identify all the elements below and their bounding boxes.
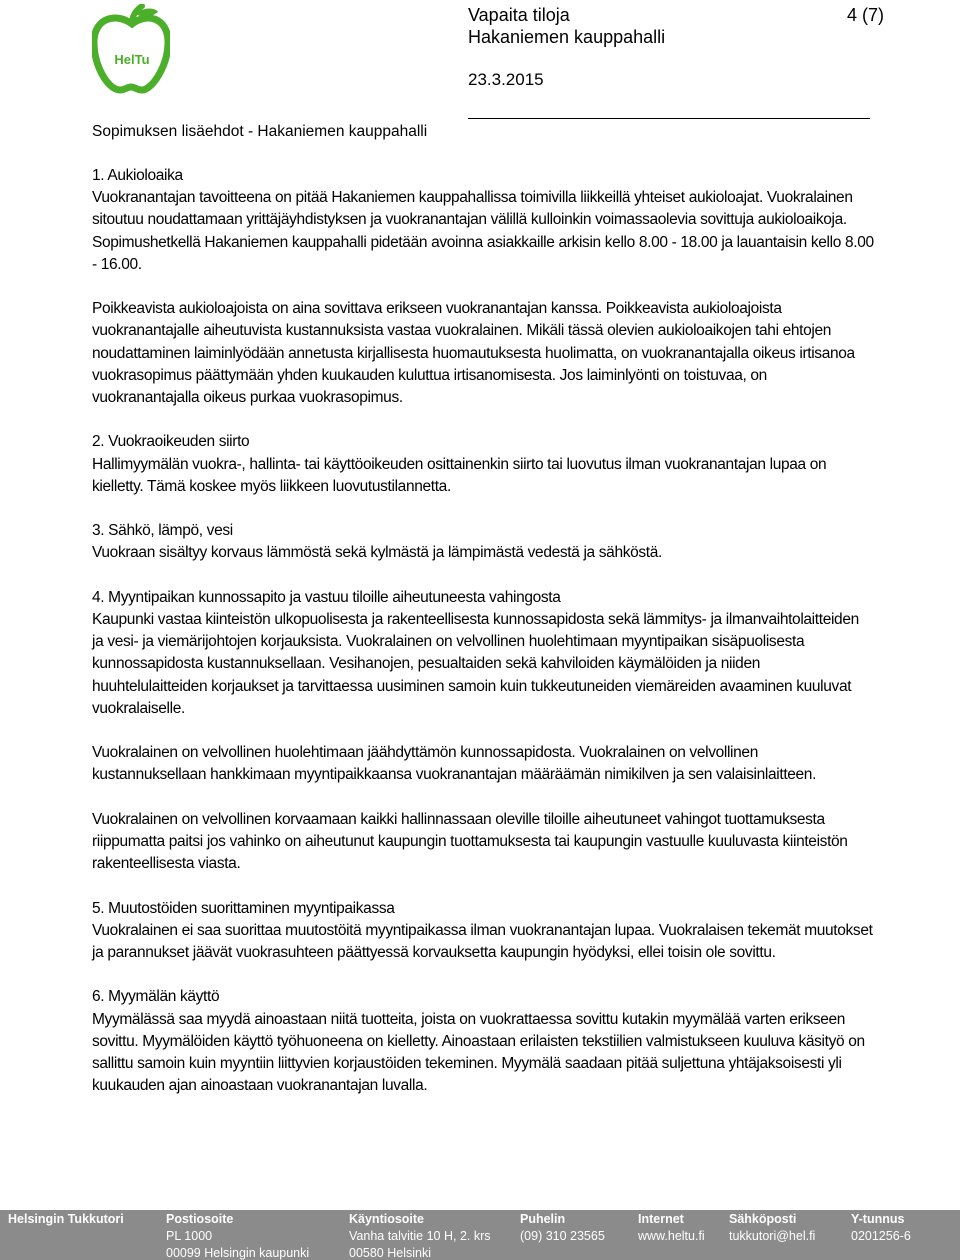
footer-internet-link[interactable]: www.heltu.fi (638, 1229, 705, 1243)
section-heading: 1. Aukioloaika (92, 167, 183, 184)
logo-text: HelTu (114, 52, 150, 67)
header-date: 23.3.2015 (468, 70, 544, 89)
footer-business-id-value: 0201256-6 (851, 1229, 911, 1243)
footer-visit (349, 1210, 491, 1260)
footer-business-id (851, 1210, 911, 1245)
footer-phone-value: (09) 310 23565 (520, 1229, 605, 1243)
footer-visit-label: Käyntiosoite (349, 1212, 425, 1226)
document-title: Sopimuksen lisäehdot - Hakaniemen kauppahalli (92, 123, 428, 140)
heltu-logo (92, 4, 170, 96)
footer-business-id-label: Y-tunnus (851, 1212, 905, 1226)
section-paragraph: Hallimyymälän vuokra-, hallinta- tai käyttöoikeuden osittainenkin siirto tai luovutus ilman vuokranantajan lupaa on kielletty. Tämä koskee myös liikkeen luovutustilannetta. (92, 455, 827, 495)
footer-internet (638, 1210, 705, 1245)
footer-email (729, 1210, 815, 1245)
footer-org (8, 1210, 124, 1228)
section-heading: 3. Sähkö, lämpö, vesi (92, 522, 233, 540)
footer-visit-line1: Vanha talvitie 10 H, 2. krs (349, 1229, 491, 1243)
page-number: 4 (7) (846, 5, 884, 25)
section-paragraph: Vuokraan sisältyy korvaus lämmöstä sekä kylmästä ja lämpimästä vedestä ja sähköstä. (92, 544, 662, 562)
footer-postal-line1: PL 1000 (166, 1229, 213, 1243)
footer-phone-label: Puhelin (520, 1212, 566, 1226)
footer-org-name: Helsingin Tukkutori (8, 1212, 124, 1226)
section-paragraph: Vuokralainen on velvollinen huolehtimaan jäähdyttämön kunnossapidosta. Vuokralainen on velvollinen kustannuksellaan hankkimaan myyntipaikkaansa vuokranantajan määräämän nimikilven ja sen valaisinlaitteen. (92, 744, 817, 784)
footer-phone (520, 1210, 605, 1245)
section-paragraph: Vuokranantajan tavoitteena on pitää Hakaniemen kauppahallissa toimivilla liikkeillä yhteiset aukioloajat. Vuokralainen sitoutuu noudattamaan yrittäjäyhdistyksen ja vuokranantajan välillä kulloinkin voimassaolevia sovittuja aukioloaikoja. Sopimushetkellä Hakaniemen kauppahalli pidetään avoinna asiakkaille arkisin kello 8.00 - 18.00 ja lauantaisin kello 8.00 - 16.00. (92, 189, 874, 273)
section-paragraph: Vuokralainen ei saa suorittaa muutostöitä myyntipaikassa ilman vuokranantajan lupaa. Vuokralaisen tekemät muutokset ja parannukset jäävät vuokrasuhteen päättyessä korvauksetta kaupungin hyödyksi, ellei toisin ole sovittu. (92, 921, 873, 961)
header-divider (468, 118, 870, 119)
document-body (92, 165, 874, 1120)
footer-internet-label: Internet (638, 1212, 684, 1226)
footer-postal (166, 1210, 309, 1260)
section-heading: 6. Myymälän käyttö (92, 988, 220, 1006)
section-paragraph: Kaupunki vastaa kiinteistön ulkopuolisesta ja rakenteellisesta kunnossapidosta sekä lämmitys- ja ilmanvaihtolaitteiden ja vesi- ja viemärijohtojen korjauksista. Vuokralainen on velvollinen huolehtimaan myyntipaikan sisäpuolisesta kunnossapidosta kustannuksellaan. Vesihanojen, pesualtaiden sekä kahviloiden käymälöiden ja niiden huuhtelulaitteiden korjaukset ja tarvittaessa uusiminen samoin kuin tukkeutuneiden viemäreiden avaaminen kuuluvat vuokralaiselle. (92, 611, 859, 717)
footer-visit-line2: 00580 Helsinki (349, 1246, 431, 1260)
section-paragraph: Poikkeavista aukioloajoista on aina sovittava erikseen vuokranantajan kanssa. Poikkeavista aukioloajoista vuokranantajalle aiheutuvista kustannuksista vastaa vuokralainen. Mikäli tässä olevien aukioloaikojen tahi ehtojen noudattaminen laiminlyödään annetusta kirjallisesta huomautuksesta huolimatta, on vuokranantajalla oikeus irtisanoa vuokrasopimus päättymään yhden kuukauden kuluttua irtisanomisesta. Jos laiminlyönti on toistuvaa, on vuokranantajalla oikeus purkaa vuokrasopimus. (92, 300, 855, 407)
footer-email-label: Sähköposti (729, 1212, 797, 1226)
section-paragraph: Myymälässä saa myydä ainoastaan niitä tuotteita, joista on vuokrattaessa sovittu kutakin myymälää varten erikseen sovittu. Myymälöiden käyttö työhuoneena on kielletty. Ainoastaan erilaisten tekstiilien valmistukseen kuuluva käsityö on sallittu samoin kuin myyntiin liittyvien korjaustöiden tekeminen. Myymälä saadaan pitää suljettuna yhtäjaksoisesti yli kuukauden ajan ainoastaan vuokranantajan luvalla. (92, 1010, 865, 1095)
footer-postal-line2: 00099 Helsingin kaupunki (166, 1246, 310, 1260)
section-heading: 4. Myyntipaikan kunnossapito ja vastuu tiloille aiheutuneesta vahingosta (92, 588, 561, 606)
page-footer (0, 1210, 960, 1260)
section-paragraph: Vuokralainen on velvollinen korvaamaan kaikki hallinnassaan oleville tiloille aiheutuneet vahingot tuottamuksesta riippumatta paitsi jos vahinko on aiheutunut kaupungin tuottamuksesta tai kaupungin vastuulle kuuluvasta kiinteistön rakenteellisesta viasta. (92, 810, 848, 873)
footer-email-link[interactable]: tukkutori@hel.fi (729, 1229, 816, 1243)
footer-postal-label: Postiosoite (166, 1212, 234, 1226)
section-heading: 2. Vuokraoikeuden siirto (92, 433, 250, 451)
header-subtitle: Hakaniemen kauppahalli (468, 27, 666, 47)
header-title: Vapaita tiloja (468, 5, 570, 25)
section-heading: 5. Muutostöiden suorittaminen myyntipaikassa (92, 899, 395, 917)
